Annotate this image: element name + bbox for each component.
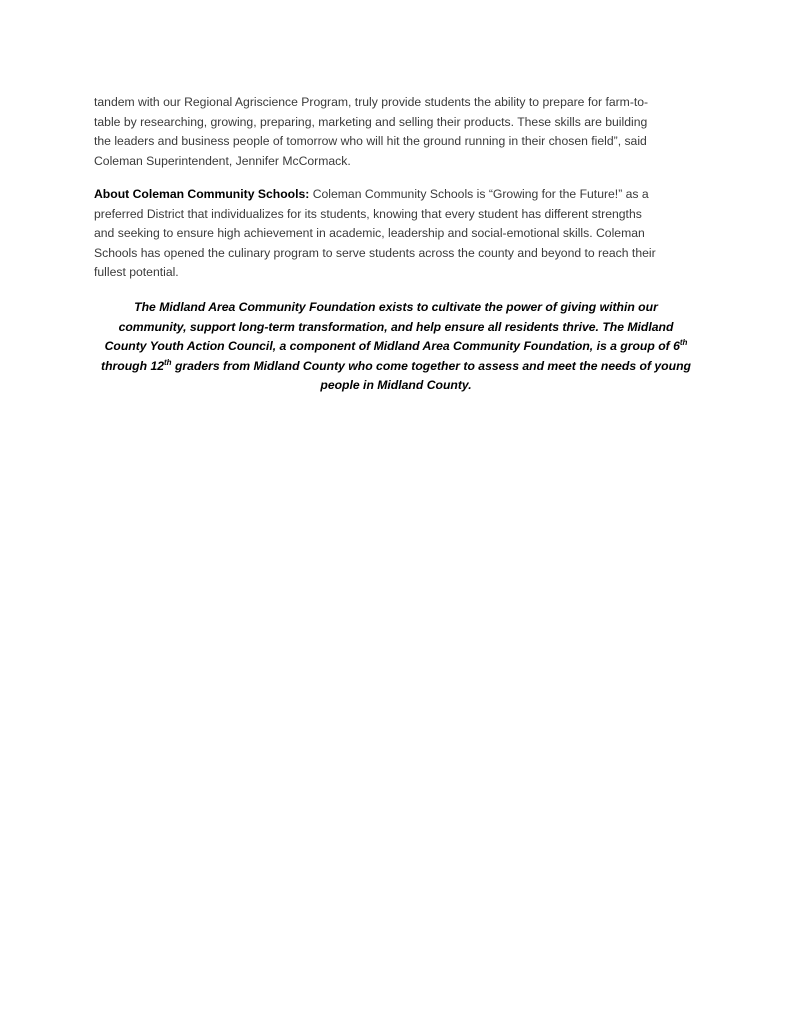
paragraph-line: tandem with our Regional Agriscience Program, truly provide students the ability to prepare for farm-to-	[94, 95, 649, 109]
boilerplate-text: graders from Midland County who come together to assess and meet the needs of young	[171, 358, 691, 373]
boilerplate-text: County Youth Action Council, a component of Midland Area Community Foundation, is a group of 6	[104, 339, 680, 354]
boilerplate-text: through 12	[101, 358, 164, 373]
quote-paragraph	[94, 93, 704, 171]
about-heading: About Coleman Community Schools:	[94, 187, 310, 201]
boilerplate-line: community, support long-term transformation, and help ensure all residents thrive. The Midland	[118, 319, 674, 334]
boilerplate-line: The Midland Area Community Foundation exists to cultivate the power of giving within our	[134, 300, 658, 314]
ordinal-suffix: th	[679, 338, 688, 348]
paragraph-line: preferred District that individualizes for its students, knowing that every student has different strengths	[94, 206, 642, 221]
paragraph-line: fullest potential.	[94, 265, 179, 280]
about-paragraph	[94, 185, 704, 283]
paragraph-line: Coleman Superintendent, Jennifer McCormack.	[94, 153, 351, 168]
paragraph-line: and seeking to ensure high achievement in academic, leadership and social-emotional skills. Coleman	[94, 226, 645, 241]
about-line-text: Coleman Community Schools is “Growing for the Future!” as a	[309, 187, 649, 201]
ordinal-suffix: th	[164, 357, 172, 367]
boilerplate-line: people in Midland County.	[320, 378, 472, 393]
foundation-boilerplate	[94, 298, 698, 396]
paragraph-line: the leaders and business people of tomorrow who will hit the ground running in their chosen field”, said	[94, 134, 647, 149]
paragraph-line: Schools has opened the culinary program to serve students across the county and beyond to reach their	[94, 245, 656, 260]
boilerplate-line	[94, 337, 698, 357]
paragraph-line	[94, 185, 704, 205]
boilerplate-line	[94, 357, 698, 377]
paragraph-line: table by researching, growing, preparing, marketing and selling their products. These skills are building	[94, 114, 648, 129]
